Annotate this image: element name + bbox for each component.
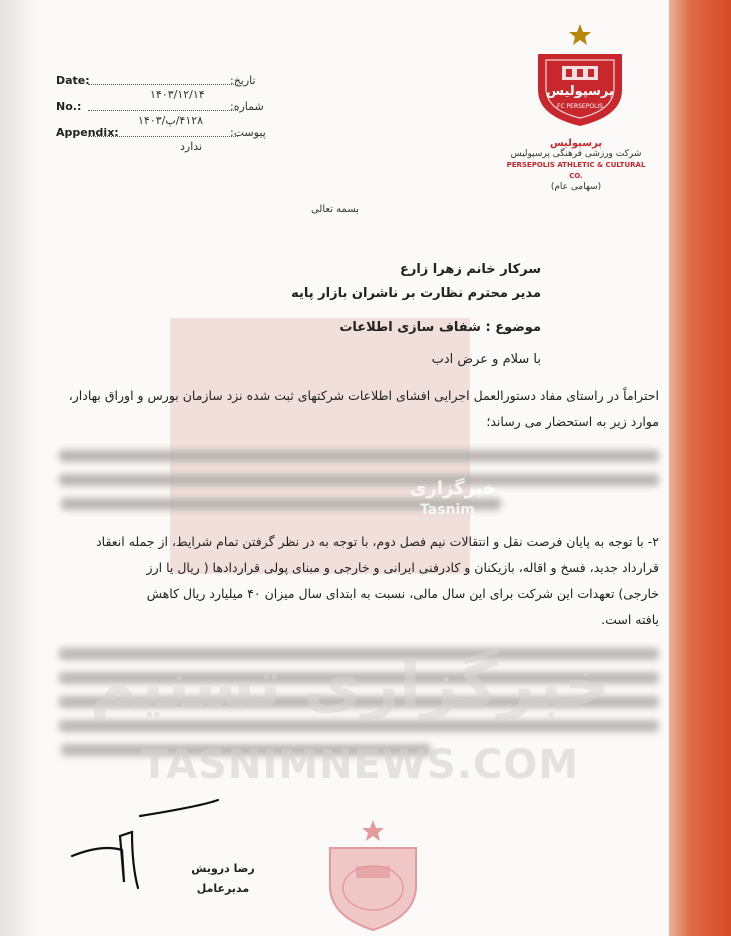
appendix-label-fa: پیوست:	[230, 126, 266, 139]
appendix-line	[88, 136, 238, 137]
watermark-fa-large: خبرگزاری تسنیم	[89, 648, 611, 722]
paragraph2-line-3: خارجی) تعهدات این شرکت برای این سال مالی، نسبت به ابتدای سال میزان ۴۰ میلیارد ریال کاهش	[146, 586, 659, 601]
appendix-value: ندارد	[180, 140, 203, 153]
number-value: ۴۱۲۸/پ/۱۴۰۳	[138, 114, 204, 127]
basmala: بسمه تعالی	[310, 204, 360, 215]
paragraph2-line-2: قرارداد جدید، فسخ و اقاله، بازیکنان و کادرفنی ایرانی و خارجی و مبنای پولی قراردادها ( ریال یا ارز	[146, 560, 659, 575]
watermark-en-large: TASNIMNEWS.COM	[140, 742, 580, 788]
date-line	[88, 84, 238, 85]
watermark-small-en: Tasnim	[420, 502, 475, 518]
page-fold-shadow	[0, 0, 40, 936]
company-full-fa: شرکت ورزشی فرهنگی پرسپولیس	[510, 149, 642, 159]
company-name-fa: پرسپولیس	[549, 138, 603, 149]
appendix-label-en: Appendix:	[56, 126, 119, 139]
recipient-name: سرکار خانم زهرا زارع	[399, 262, 541, 277]
company-info	[506, 138, 646, 193]
blurred-line	[59, 474, 659, 486]
intro-line-1: احتراماً در راستای مفاد دستورالعمل اجرایی افشای اطلاعات شرکتهای ثبت شده نزد سازمان بورس و اوراق بهادار،	[68, 388, 659, 403]
number-label-fa: شماره:	[230, 100, 264, 113]
company-stamp	[318, 818, 428, 936]
signatory-name: رضا درویش	[191, 862, 255, 875]
recipient-title: مدیر محترم نظارت بر ناشران بازار پایه	[291, 286, 541, 301]
date-label-fa: تاریخ:	[230, 74, 256, 87]
logo-name-text: پرسپولیس	[546, 84, 614, 99]
red-margin-band	[669, 0, 731, 936]
watermark-small-fa: خبرگزاری	[410, 478, 497, 499]
signatory-title: مدیرعامل	[196, 882, 250, 895]
greeting: با سلام و عرض ادب	[431, 352, 541, 367]
number-line	[88, 110, 238, 111]
company-full-en: PERSEPOLIS ATHLETIC & CULTURAL CO.	[506, 161, 646, 180]
paragraph2-line-1: ۲- با توجه به پایان فرصت نقل و انتقالات نیم فصل دوم، با توجه به در نظر گرفتن تمام شرایط، از جمله انعقاد	[96, 534, 659, 549]
letter-subject: موضوع : شفاف سازی اطلاعات	[339, 320, 541, 335]
blurred-line	[59, 450, 659, 462]
logo-sub-text: FC PERSEPOLIS	[557, 103, 603, 110]
company-type-fa: (سهامی عام)	[550, 182, 602, 192]
number-label-en: No.:	[56, 100, 82, 113]
intro-line-2: موارد زیر به استحضار می رساند؛	[486, 414, 659, 429]
date-value: ۱۴۰۳/۱۲/۱۴	[150, 88, 205, 101]
paragraph2-line-4: یافته است.	[601, 612, 659, 627]
persepolis-logo	[528, 20, 632, 134]
date-label-en: Date:	[56, 74, 90, 87]
